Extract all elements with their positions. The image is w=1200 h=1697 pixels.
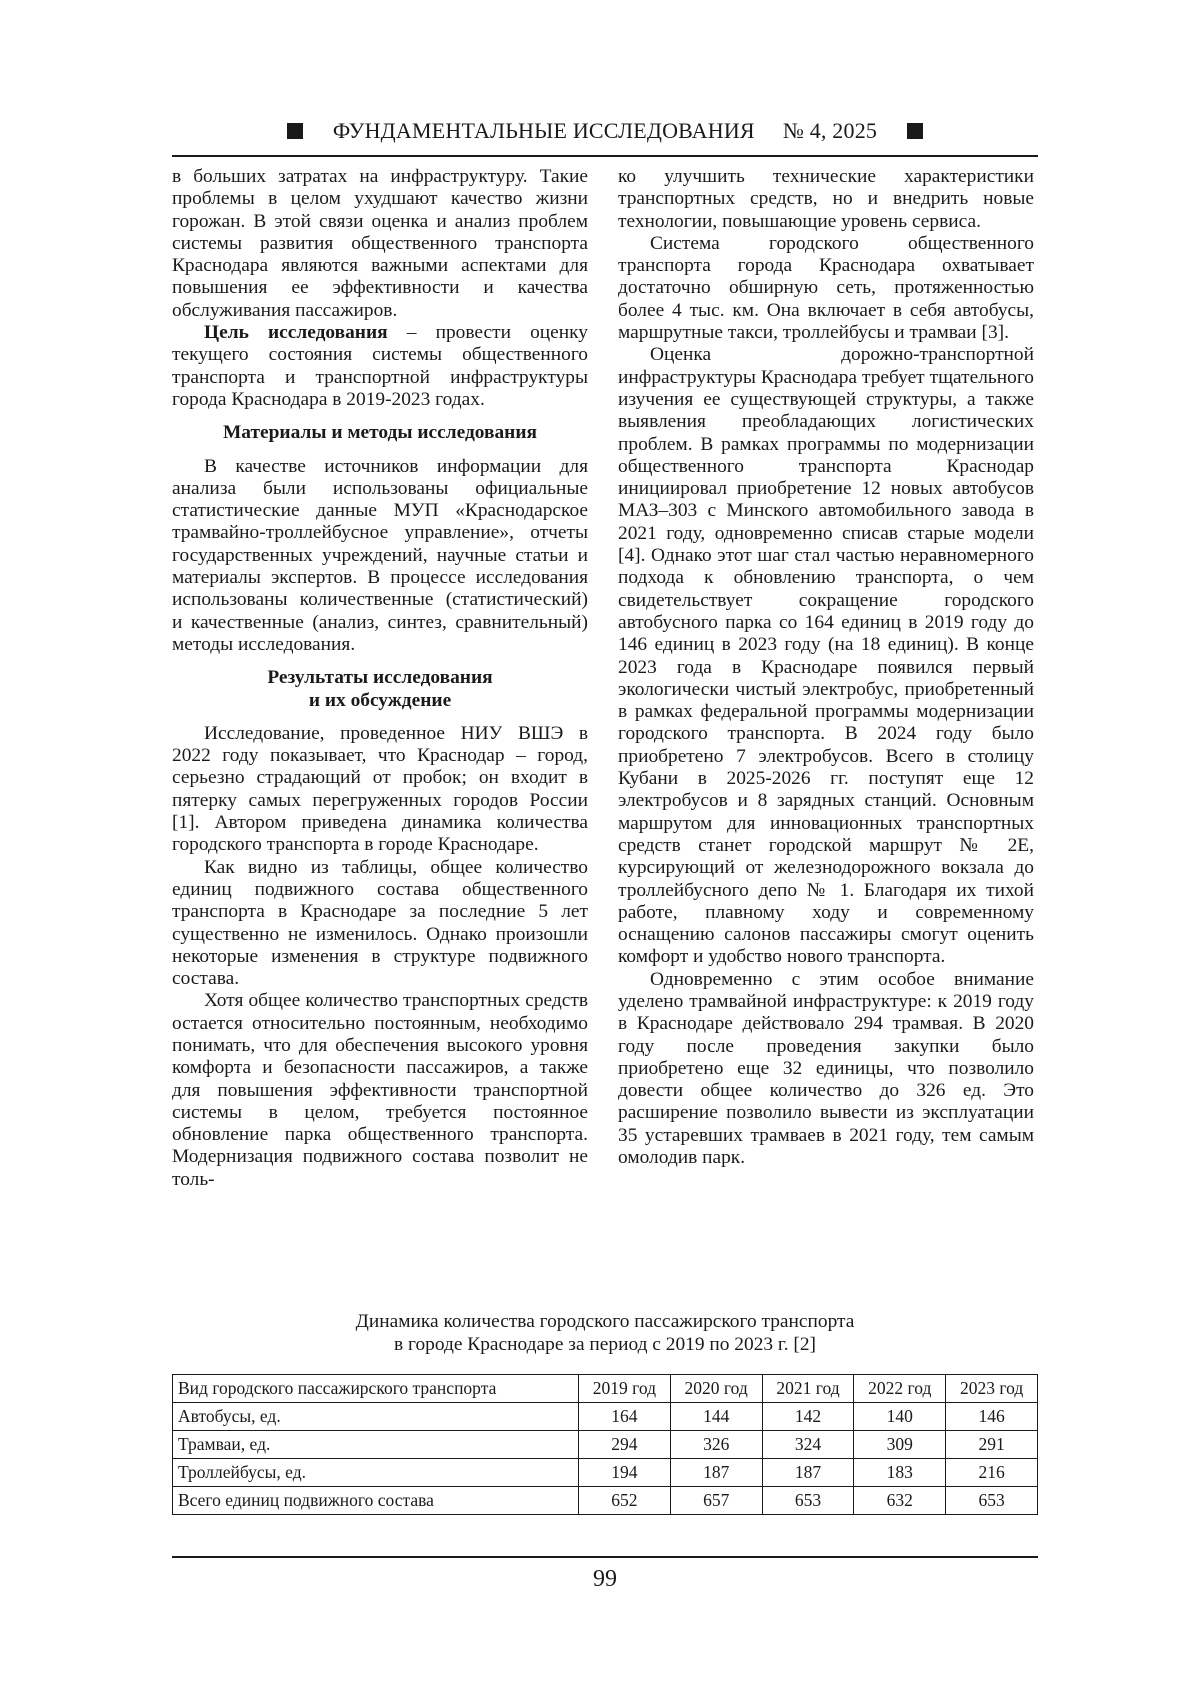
paragraph: Исследование, проведенное НИУ ВШЭ в 2022 году показывает, что Краснодар – город, серьезно страдающий от пробок; он входит в пятерку самых перегруженных городов России [1]. Автором приведена динамика количества городского транспорта в городе Краснодаре. [172, 722, 588, 856]
table-header-row [173, 1375, 1038, 1403]
table-cell: 657 [670, 1487, 762, 1515]
section-heading-results [172, 667, 588, 712]
page-number: 99 [593, 1566, 617, 1592]
table-row [173, 1459, 1038, 1487]
column-header: Вид городского пассажирского транспорта [173, 1375, 579, 1403]
issue-number: № 4, 2025 [782, 118, 878, 143]
running-header [172, 112, 1038, 150]
goal-text: – провести оценку текущего состояния системы общественного транспорта и транспортной инфраструктуры города Краснодара в 2019-2023 годах. [172, 322, 588, 410]
row-label: Троллейбусы, ед. [173, 1459, 579, 1487]
table-cell: 194 [579, 1459, 671, 1487]
heading-line: Результаты исследования [267, 667, 493, 689]
table-row [173, 1403, 1038, 1431]
paragraph: ко улучшить технические характеристики транспортных средств, но и внедрить новые технологии, повышающие уровень сервиса. [618, 166, 1034, 232]
section-heading-methods: Материалы и методы исследования [223, 422, 537, 444]
table-cell: 309 [854, 1431, 946, 1459]
row-label: Автобусы, ед. [173, 1403, 579, 1431]
paragraph: Как видно из таблицы, общее количество единиц подвижного состава общественного транспорта в Краснодаре за последние 5 лет существенно не изменилось. Однако произошли некоторые изменения в структуре подвижного состава. [172, 856, 588, 990]
transport-table [172, 1374, 1038, 1515]
column-header: 2020 год [670, 1375, 762, 1403]
table-cell: 187 [670, 1459, 762, 1487]
table-caption [172, 1310, 1038, 1356]
table-cell: 632 [854, 1487, 946, 1515]
table-cell: 187 [762, 1459, 854, 1487]
goal-label: Цель исследования [204, 322, 388, 344]
square-bullet-icon [907, 123, 923, 139]
table-cell: 653 [946, 1487, 1038, 1515]
table-cell: 216 [946, 1459, 1038, 1487]
table-cell: 144 [670, 1403, 762, 1431]
column-header: 2019 год [579, 1375, 671, 1403]
table-row [173, 1431, 1038, 1459]
table-cell: 652 [579, 1487, 671, 1515]
goal-paragraph [172, 322, 588, 411]
table-cell: 140 [854, 1403, 946, 1431]
table-cell: 183 [854, 1459, 946, 1487]
right-column [618, 166, 1034, 1169]
square-bullet-icon [287, 123, 303, 139]
paragraph: Система городского общественного транспорта города Краснодара охватывает достаточно обширную сеть, протяженностью более 4 тыс. км. Она включает в себя автобусы, маршрутные такси, троллейбусы и трамваи [3]. [618, 232, 1034, 344]
heading-line: и их обсуждение [308, 689, 452, 711]
paragraph: Хотя общее количество транспортных средств остается относительно постоянным, необходимо понимать, что для обеспечения высокого уровня комфорта и безопасности пассажиров, а также для повышения эффективности транспортной системы в целом, требуется постоянное обновление парка общественного транспорта. Модернизация подвижного состава позволит не толь- [172, 990, 588, 1190]
table-cell: 146 [946, 1403, 1038, 1431]
table-cell: 653 [762, 1487, 854, 1515]
paragraph: в больших затратах на инфраструктуру. Такие проблемы в целом ухудшают качество жизни горожан. В этой связи оценка и анализ проблем системы развития общественного транспорта Краснодара являются важными аспектами для повышения ее эффективности и качества обслуживания пассажиров. [172, 166, 588, 321]
table-cell: 291 [946, 1431, 1038, 1459]
left-column [172, 166, 588, 1191]
table-cell: 294 [579, 1431, 671, 1459]
caption-line: Динамика количества городского пассажирского транспорта [355, 1311, 855, 1332]
paragraph: Оценка дорожно-транспортной инфраструктуры Краснодара требует тщательного изучения ее существующей структуры, а также выявления преобладающих логистических проблем. В рамках программы по модернизации общественного транспорта Краснодар инициировал приобретение 12 новых автобусов МАЗ–303 с Минского автомобильного завода в 2021 году, одновременно списав старые модели [4]. Однако этот шаг стал частью неравномерного подхода к обновлению транспорта, о чем свидетельствует сокращение городского автобусного парка со 164 единиц в 2019 году до 146 единиц в 2023 году (на 18 единиц). В конце 2023 года в Краснодаре появился первый экологически чистый электробус, приобретенный в рамках федеральной программы модернизации городского транспорта. В 2024 году было приобретено 7 электробусов. Всего в столицу Кубани в 2025-2026 гг. поступят еще 12 электробусов и 8 зарядных станций. Основным маршрутом для инновационных транспортных средств станет городской маршрут № 2Е, курсирующий от железнодорожного вокзала до троллейбусного депо № 1. Благодаря их тихой работе, плавному ходу и современному оснащению салонов пассажиры смогут оценить комфорт и удобство нового транспорта. [618, 344, 1034, 968]
row-label: Всего единиц подвижного состава [173, 1487, 579, 1515]
table-cell: 324 [762, 1431, 854, 1459]
caption-line: в городе Краснодаре за период с 2019 по 2023 г. [2] [393, 1334, 817, 1355]
row-label: Трамваи, ед. [173, 1431, 579, 1459]
column-header: 2021 год [762, 1375, 854, 1403]
paragraph: В качестве источников информации для анализа были использованы официальные статистические данные МУП «Краснодарское трамвайно-троллейбусное управление», отчеты государственных учреждений, научные статьи и материалы экспертов. В процессе исследования использованы количественные (статистический) и качественные (анализ, синтез, сравнительный) методы исследования. [172, 455, 588, 655]
paragraph: Одновременно с этим особое внимание уделено трамвайной инфраструктуре: к 2019 году в Краснодаре действовало 294 трамвая. В 2020 году после проведения закупки было приобретено еще 32 единицы, что позволило довести общее количество до 326 ед. Это расширение позволило вывести из эксплуатации 35 устаревших трамваев в 2021 году, тем самым омолодив парк. [618, 968, 1034, 1169]
column-header: 2022 год [854, 1375, 946, 1403]
table-cell: 326 [670, 1431, 762, 1459]
table-cell: 164 [579, 1403, 671, 1431]
header-rule [172, 155, 1038, 157]
table-cell: 142 [762, 1403, 854, 1431]
journal-title: ФУНДАМЕНТАЛЬНЫЕ ИССЛЕДОВАНИЯ [332, 118, 755, 143]
footer-rule [172, 1556, 1038, 1558]
table-row [173, 1487, 1038, 1515]
column-header: 2023 год [946, 1375, 1038, 1403]
